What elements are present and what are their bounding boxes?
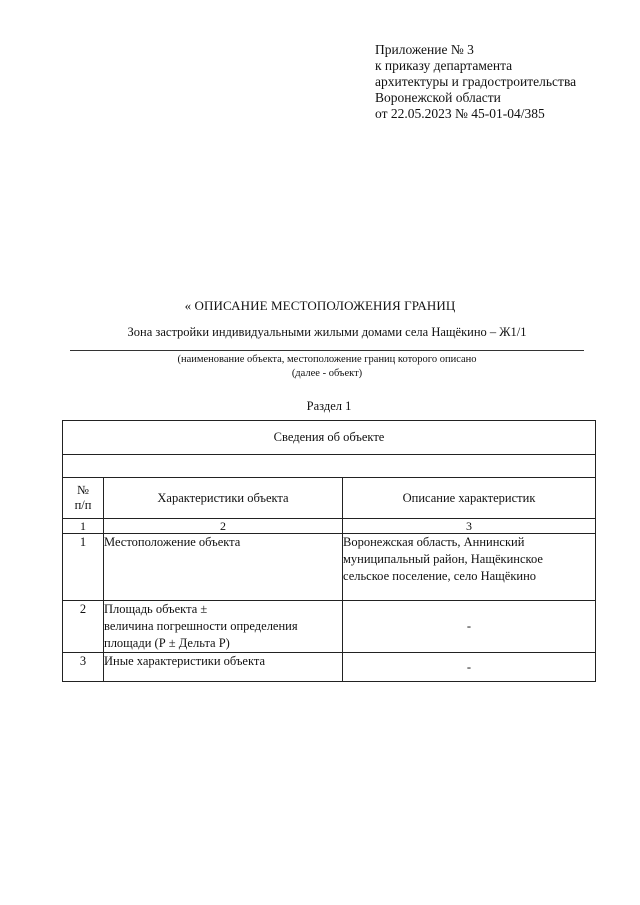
table-caption: Сведения об объекте bbox=[63, 421, 596, 455]
appendix-line: Приложение № 3 bbox=[375, 42, 474, 57]
object-caption-line: (далее - объект) bbox=[291, 368, 363, 379]
row-description bbox=[343, 534, 596, 601]
table-row bbox=[63, 601, 596, 653]
appendix-line: Воронежской области bbox=[375, 90, 501, 105]
table-row bbox=[63, 653, 596, 682]
row-characteristic-line: Иные характеристики объекта bbox=[104, 654, 266, 668]
header-description: Описание характеристик bbox=[343, 478, 596, 519]
row-description: - bbox=[343, 601, 596, 653]
row-characteristic-line: Местоположение объекта bbox=[104, 535, 241, 549]
section-label: Раздел 1 bbox=[306, 399, 352, 413]
table-header-row bbox=[63, 478, 596, 519]
row-characteristic-line: величина погрешности определения bbox=[104, 619, 298, 633]
row-description-line: сельское поселение, село Нащёкино bbox=[343, 569, 537, 583]
column-number: 3 bbox=[343, 519, 596, 534]
object-caption bbox=[70, 353, 584, 381]
object-name-underline bbox=[70, 350, 584, 351]
object-caption-line: (наименование объекта, местоположение границ которого описано bbox=[177, 354, 477, 365]
appendix-line: к приказу департамента bbox=[375, 58, 513, 73]
appendix-block bbox=[375, 42, 637, 122]
row-description-line: муниципальный район, Нащёкинское bbox=[343, 552, 543, 566]
table-column-numbers-row bbox=[63, 519, 596, 534]
row-description-line: Воронежская область, Аннинский bbox=[343, 535, 525, 549]
row-num: 1 bbox=[63, 534, 104, 601]
object-name: Зона застройки индивидуальными жилыми домами села Нащёкино – Ж1/1 bbox=[127, 325, 527, 339]
row-description: - bbox=[343, 653, 596, 682]
table-row bbox=[63, 534, 596, 601]
column-number: 1 bbox=[63, 519, 104, 534]
header-num-line: № bbox=[77, 483, 89, 497]
row-characteristic bbox=[104, 534, 343, 601]
row-characteristic-line: Площадь объекта ± bbox=[104, 602, 208, 616]
table-empty-cell bbox=[63, 455, 596, 478]
row-characteristic bbox=[104, 653, 343, 682]
row-characteristic-line: площади (Р ± Дельта Р) bbox=[104, 636, 230, 650]
row-characteristic bbox=[104, 601, 343, 653]
header-num bbox=[63, 478, 104, 519]
document-title: « ОПИСАНИЕ МЕСТОПОЛОЖЕНИЯ ГРАНИЦ bbox=[184, 298, 456, 313]
header-characteristic: Характеристики объекта bbox=[104, 478, 343, 519]
column-number: 2 bbox=[104, 519, 343, 534]
appendix-line: архитектуры и градостроительства bbox=[375, 74, 577, 89]
object-info-table bbox=[62, 420, 596, 682]
table-empty-row bbox=[63, 455, 596, 478]
header-num-line: п/п bbox=[74, 498, 92, 512]
row-num: 3 bbox=[63, 653, 104, 682]
table-caption-row bbox=[63, 421, 596, 455]
row-num: 2 bbox=[63, 601, 104, 653]
appendix-line: от 22.05.2023 № 45-01-04/385 bbox=[375, 106, 545, 121]
